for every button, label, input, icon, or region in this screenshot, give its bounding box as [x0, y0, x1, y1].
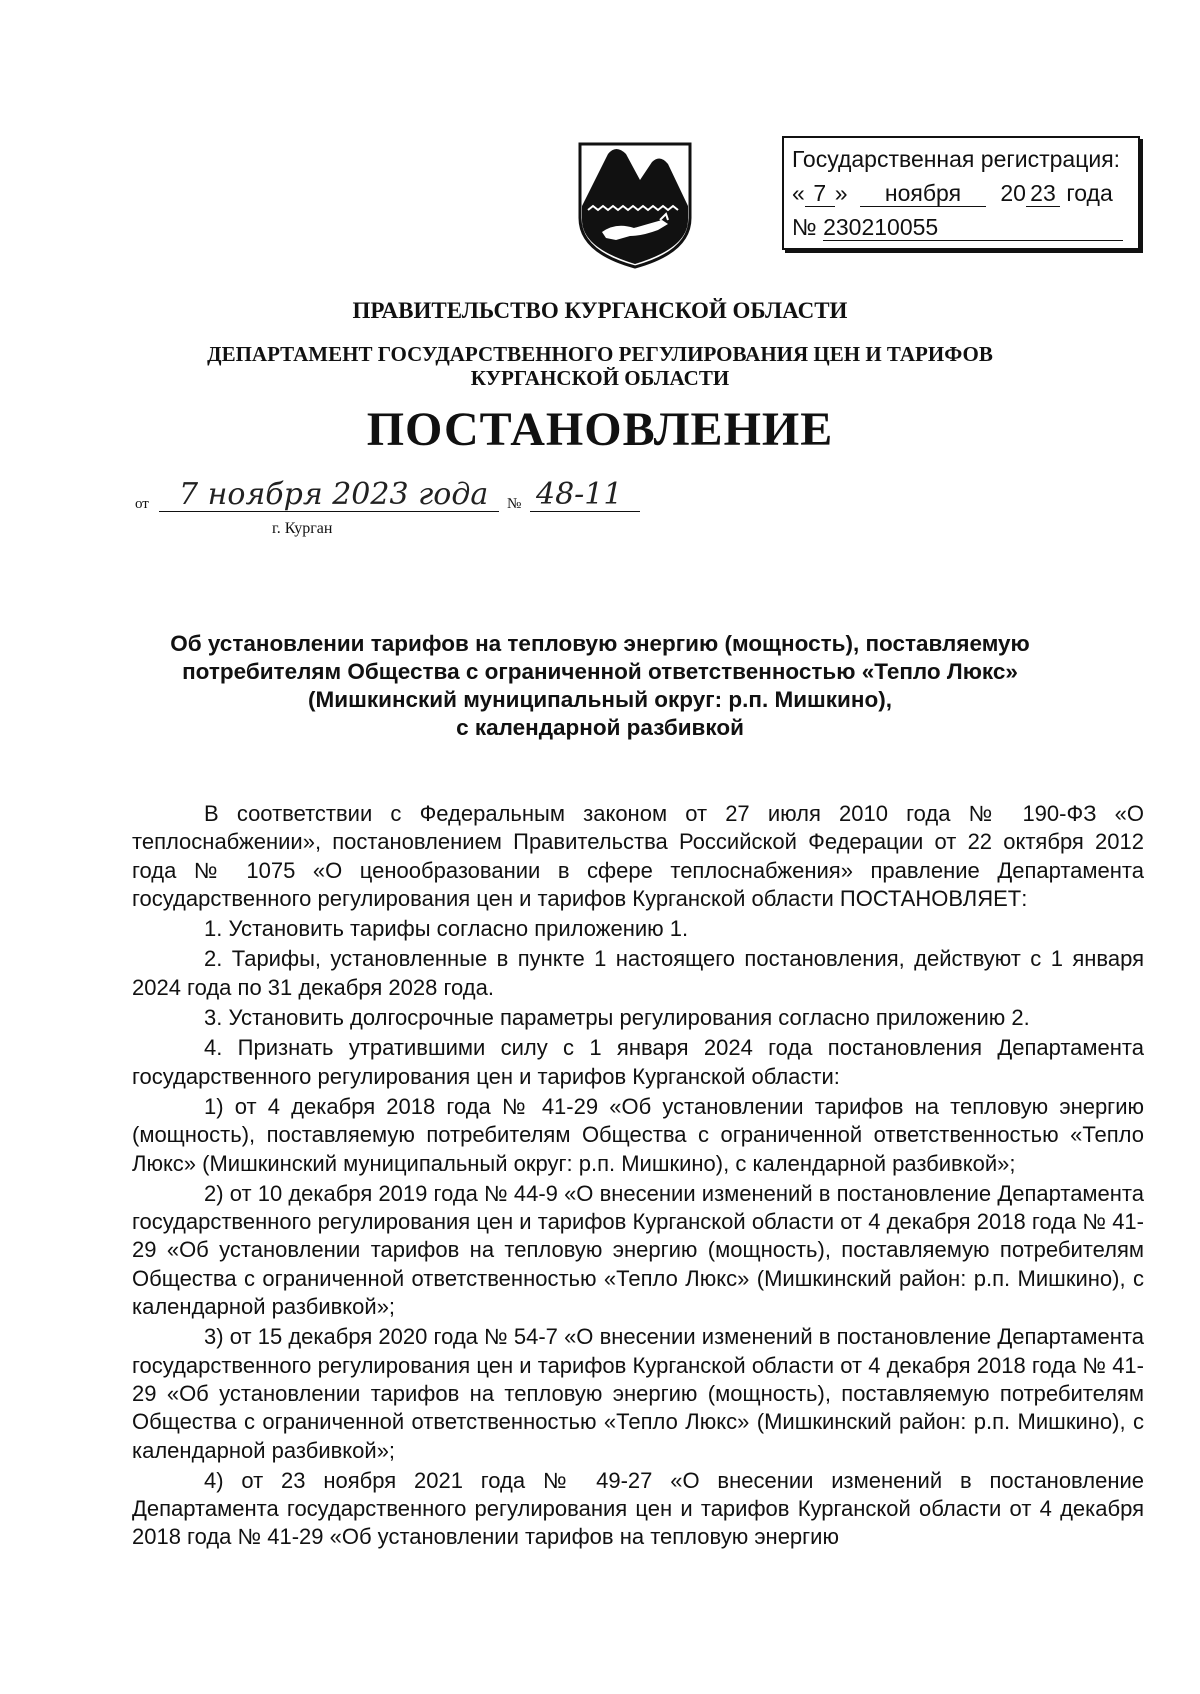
handwritten-number: 48-11 — [530, 478, 640, 512]
clause-4: 4. Признать утратившими силу с 1 января 2024 года постановления Департамента государственного регулирования цен и тарифов Курганской области: — [132, 1035, 1144, 1089]
dateline — [135, 478, 655, 548]
department-name-line2: КУРГАНСКОЙ ОБЛАСТИ — [470, 366, 730, 390]
city-label: г. Курган — [272, 520, 333, 537]
registration-title: Государственная регистрация: — [792, 146, 1121, 172]
registration-year: 23 — [1026, 180, 1060, 207]
registration-number: 230210055 — [823, 214, 1123, 241]
registration-number-line: № 230210055 — [792, 210, 1138, 244]
document-type-title: ПОСТАНОВЛЕНИЕ — [366, 403, 834, 456]
registration-stamp — [782, 136, 1140, 250]
subclause-2: 2) от 10 декабря 2019 года № 44-9 «О внесении изменений в постановление Департамента государственного регулирования цен и тарифов Курганской области от 4 декабря 2018 года № 41-29 «Об установлении тарифов на тепловую энергию (мощность), поставляемую потребителям Общества с ограниченной ответственностью «Тепло Люкс» (Мишкинский район: р.п. Мишкино), с календарной разбивкой»; — [132, 1180, 1144, 1320]
kurgan-coat-of-arms-icon — [576, 140, 694, 270]
document-title: Об установлении тарифов на тепловую энергию (мощность), поставляемую потребителям Общества с ограниченной ответственностью «Тепло Люкс» (Мишкинский муниципальный округ: р.п. Мишкино), с календарной разбивкой — [170, 631, 1030, 740]
subclause-1: 1) от 4 декабря 2018 года № 41-29 «Об установлении тарифов на тепловую энергию (мощность), поставляемую потребителям Общества с ограниченной ответственностью «Тепло Люкс» (Мишкинский муниципальный округ: р.п. Мишкино), с календарной разбивкой»; — [132, 1093, 1144, 1176]
subclause-4: 4) от 23 ноября 2021 года № 49-27 «О внесении изменений в постановление Департамента государственного регулирования цен и тарифов Курганской области от 4 декабря 2018 года № 41-29 «Об установлении тарифов на тепловую энергию — [132, 1467, 1144, 1550]
department-name-line1: ДЕПАРТАМЕНТ ГОСУДАРСТВЕННОГО РЕГУЛИРОВАНИЯ ЦЕН И ТАРИФОВ — [207, 342, 993, 366]
number-label: № — [507, 496, 522, 512]
document-body — [132, 800, 1144, 1552]
registration-month: ноября — [860, 180, 986, 207]
handwritten-date: 7 ноября 2023 года — [159, 478, 499, 512]
subclause-3: 3) от 15 декабря 2020 года № 54-7 «О внесении изменений в постановление Департамента государственного регулирования цен и тарифов Курганской области от 4 декабря 2018 года № 41-29 «Об установлении тарифов на тепловую энергию (мощность), поставляемую потребителям Общества с ограниченной ответственностью «Тепло Люкс» (Мишкинский район: р.п. Мишкино), с календарной разбивкой»; — [132, 1324, 1144, 1463]
clause-2: 2. Тарифы, установленные в пункте 1 настоящего постановления, действуют с 1 января 2024 года по 31 декабря 2028 года. — [132, 946, 1144, 1000]
registration-day: 7 — [805, 180, 835, 207]
clause-1: 1. Установить тарифы согласно приложению 1. — [204, 916, 689, 942]
preamble-paragraph: В соответствии с Федеральным законом от 27 июля 2010 года № 190-ФЗ «О теплоснабжении», постановлением Правительства Российской Федерации от 22 октября 2012 года № 1075 «О ценообразовании в сфере теплоснабжения» правление Департамента государственного регулирования цен и тарифов Курганской области ПОСТАНОВЛЯЕТ: — [132, 801, 1144, 911]
clause-3: 3. Установить долгосрочные параметры регулирования согласно приложению 2. — [204, 1005, 1030, 1031]
date-from-label: от — [135, 496, 149, 512]
registration-date: « 7 » ноября 20 23 года — [792, 180, 1113, 206]
government-name: ПРАВИТЕЛЬСТВО КУРГАНСКОЙ ОБЛАСТИ — [352, 298, 848, 323]
